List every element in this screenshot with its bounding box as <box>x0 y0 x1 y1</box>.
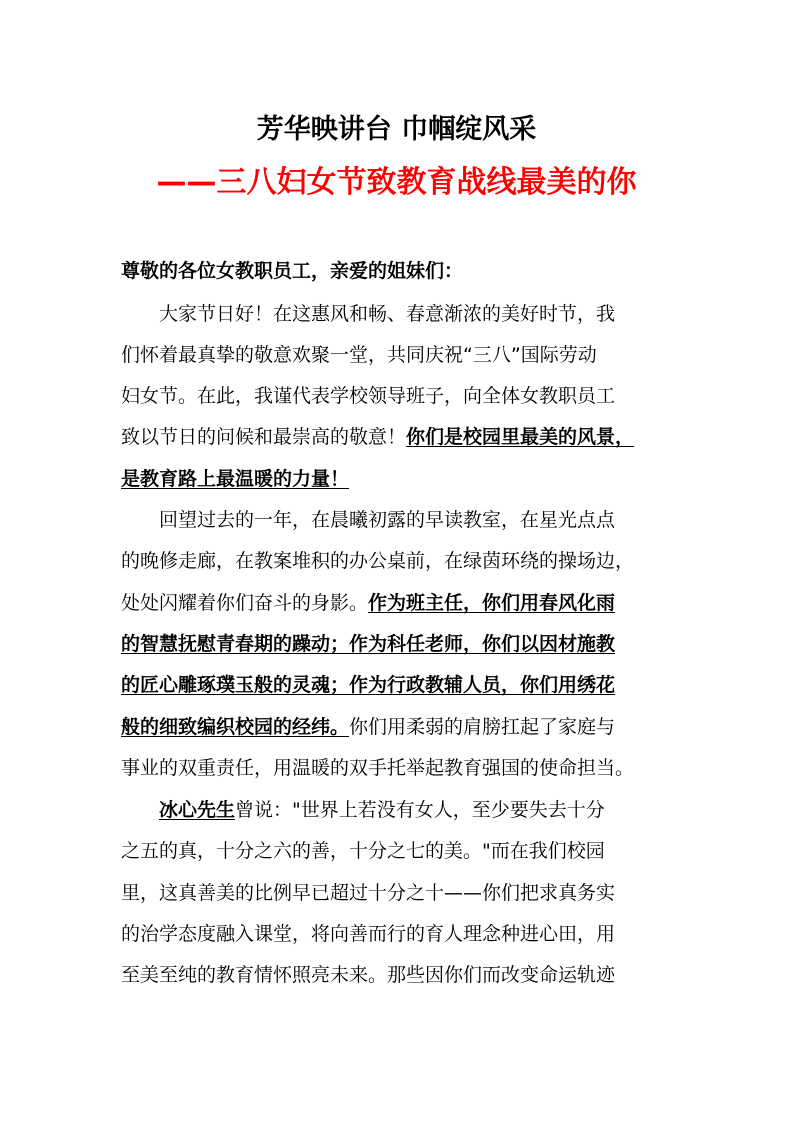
body-line <box>121 880 615 906</box>
body-line <box>121 631 615 657</box>
text-segment: 你们用柔弱的肩膀扛起了家庭与 <box>349 716 616 738</box>
text-segment: 的晚修走廊，在教案堆积的办公桌前，在绿茵环绕的操场边， <box>121 550 635 572</box>
emphasis-text: 的智慧抚慰青春期的躁动；作为科任老师，你们以因材施教 <box>121 633 616 655</box>
text-segment: 的治学态度融入课堂，将向善而行的育人理念种进心田，用 <box>121 923 616 945</box>
body-line <box>121 755 634 781</box>
body-line <box>121 301 615 327</box>
emphasis-text: 般的细致编织校园的经纬。 <box>121 716 350 738</box>
body-line <box>121 838 605 864</box>
body-line <box>121 672 615 698</box>
emphasis-text: 的匠心雕琢璞玉般的灵魂；作为行政教辅人员，你们用绣花 <box>121 674 616 696</box>
document-title: 芳华映讲台 巾帼绽风采 <box>256 114 537 145</box>
body-line <box>121 507 615 533</box>
salutation: 尊敬的各位女教职员工，亲爱的姐妹们： <box>121 260 464 282</box>
text-segment: 至美至纯的教育情怀照亮未来。那些因你们而改变命运轨迹 <box>121 964 616 986</box>
text-segment: 处处闪耀着你们奋斗的身影。 <box>121 592 369 614</box>
body-line <box>121 590 615 616</box>
text-segment <box>121 799 159 821</box>
body-line <box>121 383 615 409</box>
emphasis-text: 是教育路上最温暖的力量！ <box>121 468 350 490</box>
document-subtitle: ——三八妇女节致教育战线最美的你 <box>156 165 637 200</box>
body-line <box>121 962 615 988</box>
text-segment: 里，这真善美的比例早已超过十分之十——你们把求真务实 <box>121 882 616 904</box>
text-segment: 致以节日的问候和最崇高的敬意！ <box>121 426 407 448</box>
text-segment: 们怀着最真挚的敬意欢聚一堂，共同庆祝“三八”国际劳动 <box>121 344 597 366</box>
body-line <box>121 548 634 574</box>
text-segment: 曾说："世界上若没有女人，至少要失去十分 <box>235 799 605 821</box>
text-segment: 妇女节。在此，我谨代表学校领导班子，向全体女教职员工 <box>121 385 616 407</box>
body-line <box>121 342 597 368</box>
body-line <box>121 424 634 450</box>
body-line <box>121 797 605 823</box>
emphasis-text: 你们是校园里最美的风景， <box>406 426 635 448</box>
text-segment: 之五的真，十分之六的善，十分之七的美。"而在我们校园 <box>121 840 605 862</box>
text-segment: 回望过去的一年，在晨曦初露的早读教室，在星光点点 <box>121 509 616 531</box>
emphasis-text: 冰心先生 <box>159 799 236 821</box>
body-line <box>121 714 615 740</box>
text-segment: 事业的双重责任，用温暖的双手托举起教育强国的使命担当。 <box>121 757 635 779</box>
body-line <box>121 921 615 947</box>
body-line <box>121 466 349 492</box>
emphasis-text: 作为班主任，你们用春风化雨 <box>368 592 616 614</box>
text-segment: 大家节日好！在这惠风和畅、春意渐浓的美好时节，我 <box>121 303 616 325</box>
